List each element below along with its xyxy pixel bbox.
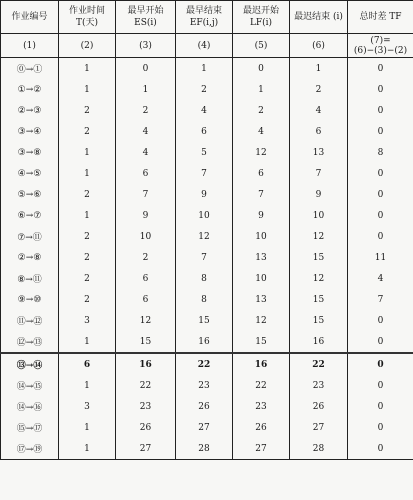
- value-cell: 7: [233, 184, 290, 205]
- value-cell: 8: [348, 142, 413, 163]
- value-cell: 2: [116, 247, 176, 268]
- index-cell: (3): [116, 34, 176, 58]
- value-cell: 0: [348, 353, 413, 375]
- value-cell: 1: [59, 438, 116, 460]
- value-cell: 4: [290, 100, 348, 121]
- value-cell: 22: [290, 353, 348, 375]
- value-cell: 6: [59, 353, 116, 375]
- header-cell: 最迟开始 LF(i): [233, 1, 290, 34]
- value-cell: 28: [290, 438, 348, 460]
- value-cell: 0: [348, 163, 413, 184]
- value-cell: 1: [59, 142, 116, 163]
- value-cell: 10: [176, 205, 233, 226]
- value-cell: 27: [176, 417, 233, 438]
- value-cell: 4: [233, 121, 290, 142]
- activity-id-cell: ⑤→⑥: [1, 184, 59, 205]
- table-row: [1, 289, 413, 310]
- value-cell: 2: [59, 268, 116, 289]
- activity-id-cell: ⓪→①: [1, 58, 59, 80]
- value-cell: 1: [59, 79, 116, 100]
- activity-id-cell: ③→④: [1, 121, 59, 142]
- value-cell: 23: [233, 396, 290, 417]
- value-cell: 7: [176, 163, 233, 184]
- value-cell: 6: [290, 121, 348, 142]
- header-cell: 总时差 TF: [348, 1, 413, 34]
- value-cell: 16: [290, 331, 348, 353]
- value-cell: 16: [176, 331, 233, 353]
- value-cell: 2: [290, 79, 348, 100]
- value-cell: 6: [176, 121, 233, 142]
- activity-id-cell: ⑮→⑰: [1, 417, 59, 438]
- value-cell: 13: [233, 247, 290, 268]
- value-cell: 0: [348, 79, 413, 100]
- value-cell: 7: [348, 289, 413, 310]
- value-cell: 2: [116, 100, 176, 121]
- value-cell: 1: [59, 331, 116, 353]
- value-cell: 7: [176, 247, 233, 268]
- value-cell: 26: [116, 417, 176, 438]
- value-cell: 6: [116, 289, 176, 310]
- activity-id-cell: ⑭→⑯: [1, 396, 59, 417]
- value-cell: 4: [176, 100, 233, 121]
- value-cell: 26: [290, 396, 348, 417]
- value-cell: 6: [116, 268, 176, 289]
- value-cell: 1: [59, 58, 116, 80]
- value-cell: 2: [176, 79, 233, 100]
- table-row: [1, 100, 413, 121]
- header-cell: 最早结束 EF(i,j): [176, 1, 233, 34]
- activity-id-cell: ⑧→⑪: [1, 268, 59, 289]
- index-cell: (5): [233, 34, 290, 58]
- value-cell: 0: [348, 58, 413, 80]
- value-cell: 23: [176, 375, 233, 396]
- index-cell: (1): [1, 34, 59, 58]
- value-cell: 0: [348, 100, 413, 121]
- value-cell: 1: [59, 205, 116, 226]
- value-cell: 15: [176, 310, 233, 331]
- value-cell: 23: [116, 396, 176, 417]
- activity-id-cell: ②→③: [1, 100, 59, 121]
- table-row: [1, 163, 413, 184]
- index-cell: (4): [176, 34, 233, 58]
- value-cell: 0: [348, 184, 413, 205]
- index-cell: (7)=(6)−(3)−(2): [348, 34, 413, 58]
- table-row: [1, 310, 413, 331]
- activity-id-cell: ②→⑧: [1, 247, 59, 268]
- table-body: [1, 58, 413, 460]
- value-cell: 4: [116, 121, 176, 142]
- value-cell: 16: [116, 353, 176, 375]
- value-cell: 0: [348, 310, 413, 331]
- value-cell: 22: [233, 375, 290, 396]
- value-cell: 12: [290, 226, 348, 247]
- value-cell: 2: [59, 121, 116, 142]
- table-row: [1, 121, 413, 142]
- value-cell: 9: [290, 184, 348, 205]
- table-row: [1, 142, 413, 163]
- value-cell: 12: [116, 310, 176, 331]
- table-row: [1, 205, 413, 226]
- value-cell: 3: [59, 396, 116, 417]
- index-cell: (2): [59, 34, 116, 58]
- value-cell: 12: [233, 142, 290, 163]
- index-cell: (6): [290, 34, 348, 58]
- value-cell: 0: [348, 438, 413, 460]
- header-cell: 作业编号: [1, 1, 59, 34]
- value-cell: 1: [290, 58, 348, 80]
- value-cell: 2: [233, 100, 290, 121]
- value-cell: 4: [348, 268, 413, 289]
- value-cell: 7: [116, 184, 176, 205]
- table-row: [1, 268, 413, 289]
- table-row: [1, 396, 413, 417]
- value-cell: 0: [348, 331, 413, 353]
- value-cell: 2: [59, 247, 116, 268]
- value-cell: 15: [290, 310, 348, 331]
- table-row: [1, 226, 413, 247]
- table-row: [1, 375, 413, 396]
- value-cell: 12: [233, 310, 290, 331]
- value-cell: 8: [176, 268, 233, 289]
- value-cell: 15: [290, 247, 348, 268]
- column-index-row: [1, 34, 413, 58]
- value-cell: 7: [290, 163, 348, 184]
- table-row: [1, 58, 413, 80]
- activity-id-cell: ⑰→⑲: [1, 438, 59, 460]
- table-row: [1, 184, 413, 205]
- value-cell: 12: [176, 226, 233, 247]
- value-cell: 27: [116, 438, 176, 460]
- value-cell: 8: [176, 289, 233, 310]
- header-row: [1, 1, 413, 34]
- value-cell: 13: [233, 289, 290, 310]
- value-cell: 15: [290, 289, 348, 310]
- activity-id-cell: ⑭→⑮: [1, 375, 59, 396]
- value-cell: 23: [290, 375, 348, 396]
- value-cell: 28: [176, 438, 233, 460]
- value-cell: 0: [116, 58, 176, 80]
- value-cell: 2: [59, 289, 116, 310]
- value-cell: 1: [176, 58, 233, 80]
- value-cell: 1: [59, 375, 116, 396]
- value-cell: 10: [290, 205, 348, 226]
- value-cell: 6: [116, 163, 176, 184]
- header-cell: 最迟结束 (i): [290, 1, 348, 34]
- value-cell: 26: [233, 417, 290, 438]
- value-cell: 1: [59, 417, 116, 438]
- value-cell: 3: [59, 310, 116, 331]
- value-cell: 6: [233, 163, 290, 184]
- value-cell: 1: [59, 163, 116, 184]
- value-cell: 2: [59, 184, 116, 205]
- value-cell: 12: [290, 268, 348, 289]
- value-cell: 13: [290, 142, 348, 163]
- activity-id-cell: ③→⑧: [1, 142, 59, 163]
- value-cell: 1: [116, 79, 176, 100]
- table-row: [1, 438, 413, 460]
- value-cell: 16: [233, 353, 290, 375]
- header-cell: 作业时间 T(天): [59, 1, 116, 34]
- activity-id-cell: ⑬→⑭: [1, 353, 59, 375]
- activity-id-cell: ⑫→⑬: [1, 331, 59, 353]
- value-cell: 22: [176, 353, 233, 375]
- value-cell: 10: [233, 226, 290, 247]
- activity-id-cell: ①→②: [1, 79, 59, 100]
- table-row: [1, 247, 413, 268]
- value-cell: 5: [176, 142, 233, 163]
- value-cell: 2: [59, 226, 116, 247]
- value-cell: 27: [233, 438, 290, 460]
- value-cell: 4: [116, 142, 176, 163]
- value-cell: 15: [233, 331, 290, 353]
- value-cell: 11: [348, 247, 413, 268]
- table-row: [1, 79, 413, 100]
- value-cell: 0: [348, 375, 413, 396]
- value-cell: 0: [233, 58, 290, 80]
- header-cell: 最早开始 ES(i): [116, 1, 176, 34]
- activity-id-cell: ⑪→⑫: [1, 310, 59, 331]
- activity-id-cell: ⑦→⑪: [1, 226, 59, 247]
- value-cell: 27: [290, 417, 348, 438]
- value-cell: 26: [176, 396, 233, 417]
- value-cell: 10: [233, 268, 290, 289]
- activity-id-cell: ⑥→⑦: [1, 205, 59, 226]
- value-cell: 9: [233, 205, 290, 226]
- table-row: [1, 331, 413, 353]
- value-cell: 9: [116, 205, 176, 226]
- value-cell: 0: [348, 396, 413, 417]
- value-cell: 2: [59, 100, 116, 121]
- value-cell: 0: [348, 121, 413, 142]
- value-cell: 9: [176, 184, 233, 205]
- value-cell: 0: [348, 226, 413, 247]
- activity-id-cell: ⑨→⑩: [1, 289, 59, 310]
- table-row: [1, 353, 413, 375]
- value-cell: 1: [233, 79, 290, 100]
- value-cell: 0: [348, 205, 413, 226]
- table-row: [1, 417, 413, 438]
- value-cell: 22: [116, 375, 176, 396]
- activity-id-cell: ④→⑤: [1, 163, 59, 184]
- value-cell: 15: [116, 331, 176, 353]
- value-cell: 0: [348, 417, 413, 438]
- value-cell: 10: [116, 226, 176, 247]
